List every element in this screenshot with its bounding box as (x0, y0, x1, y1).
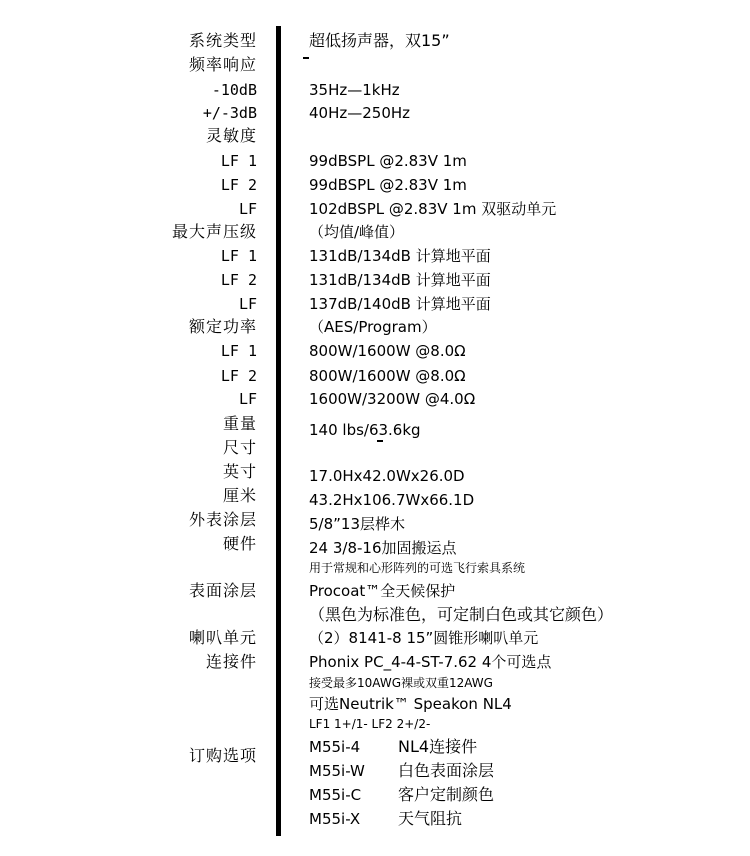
order-desc: NL4连接件 (398, 737, 478, 756)
value-connectors-opt: 可选Neutrik™ Speakon NL4 (309, 695, 512, 713)
label-rated-power: 额定功率 (188, 317, 257, 336)
label-sens-lf1: LF 1 (220, 152, 257, 170)
label-inches: 英寸 (222, 462, 257, 481)
label-pow-lf2: LF 2 (220, 367, 257, 385)
value-exterior: 5/8”13层桦木 (309, 515, 405, 533)
label-dimensions: 尺寸 (222, 438, 257, 457)
value-hardware-note: 用于常规和心形阵列的可选飞行索具系统 (309, 561, 526, 575)
order-desc: 白色表面涂层 (398, 761, 495, 780)
divider-line (276, 26, 281, 836)
label-pow-lf1: LF 1 (220, 342, 257, 360)
dash-mark (377, 440, 383, 442)
label-exterior: 外表涂层 (188, 510, 257, 529)
value-connectors-note: 接受最多10AWG裸或双重12AWG (309, 676, 493, 690)
label-sensitivity: 灵敏度 (205, 126, 257, 145)
label-pow-lf: LF (238, 390, 257, 408)
order-code: M55i-W (309, 762, 365, 780)
value-cm: 43.2Hx106.7Wx66.1D (309, 491, 475, 509)
label-spl-lf1: LF 1 (220, 247, 257, 265)
value-pow-lf1: 800W/1600W @8.0Ω (309, 342, 466, 360)
label-system-type: 系统类型 (188, 31, 257, 50)
value-minus10db: 35Hz—1kHz (309, 81, 400, 99)
label-connectors: 连接件 (205, 652, 257, 671)
label-surface: 表面涂层 (188, 581, 257, 600)
label-horn-units: 喇叭单元 (188, 628, 257, 647)
order-code: M55i-4 (309, 738, 361, 756)
label-minus10db: -10dB (211, 81, 257, 99)
label-sens-lf: LF (238, 200, 257, 218)
dash-mark (303, 57, 309, 59)
value-pow-lf: 1600W/3200W @4.0Ω (309, 390, 476, 408)
value-inches: 17.0Hx42.0Wx26.0D (309, 467, 465, 485)
value-rated-power-note: （AES/Program） (309, 318, 437, 336)
value-connectors: Phonix PC_4-4-ST-7.62 4个可选点 (309, 653, 552, 671)
label-sens-lf2: LF 2 (220, 176, 257, 194)
value-horn-units: （2）8141-8 15”圆锥形喇叭单元 (309, 629, 539, 647)
value-spl-lf1: 131dB/134dB 计算地平面 (309, 247, 491, 265)
value-max-spl-note: （均值/峰值） (309, 223, 405, 241)
label-max-spl: 最大声压级 (171, 222, 257, 241)
value-spl-lf: 137dB/140dB 计算地平面 (309, 295, 491, 313)
label-frequency-response: 频率响应 (188, 55, 257, 74)
order-desc: 天气阻抗 (398, 809, 463, 828)
value-weight: 140 lbs/63.6kg (309, 421, 421, 439)
value-connectors-pins: LF1 1+/1- LF2 2+/2- (309, 717, 431, 731)
label-plusminus3db: +/-3dB (202, 104, 257, 122)
value-plusminus3db: 40Hz—250Hz (309, 104, 411, 122)
order-desc: 客户定制颜色 (398, 785, 495, 804)
label-spl-lf: LF (238, 295, 257, 313)
value-sens-lf: 102dBSPL @2.83V 1m 双驱动单元 (309, 200, 557, 218)
value-sens-lf1: 99dBSPL @2.83V 1m (309, 152, 467, 170)
label-spl-lf2: LF 2 (220, 271, 257, 289)
value-hardware: 24 3/8-16加固搬运点 (309, 539, 457, 557)
label-weight: 重量 (222, 414, 257, 433)
value-pow-lf2: 800W/1600W @8.0Ω (309, 367, 466, 385)
order-code: M55i-C (309, 786, 362, 804)
value-spl-lf2: 131dB/134dB 计算地平面 (309, 271, 491, 289)
label-ordering: 订购选项 (188, 746, 257, 765)
label-cm: 厘米 (222, 486, 257, 505)
value-sens-lf2: 99dBSPL @2.83V 1m (309, 176, 467, 194)
value-surface: Procoat™全天候保护 (309, 582, 456, 600)
value-system-type: 超低扬声器，双15” (309, 31, 450, 50)
order-code: M55i-X (309, 810, 361, 828)
label-hardware: 硬件 (222, 534, 257, 553)
value-surface-note: （黑色为标准色，可定制白色或其它颜色） (309, 605, 614, 624)
